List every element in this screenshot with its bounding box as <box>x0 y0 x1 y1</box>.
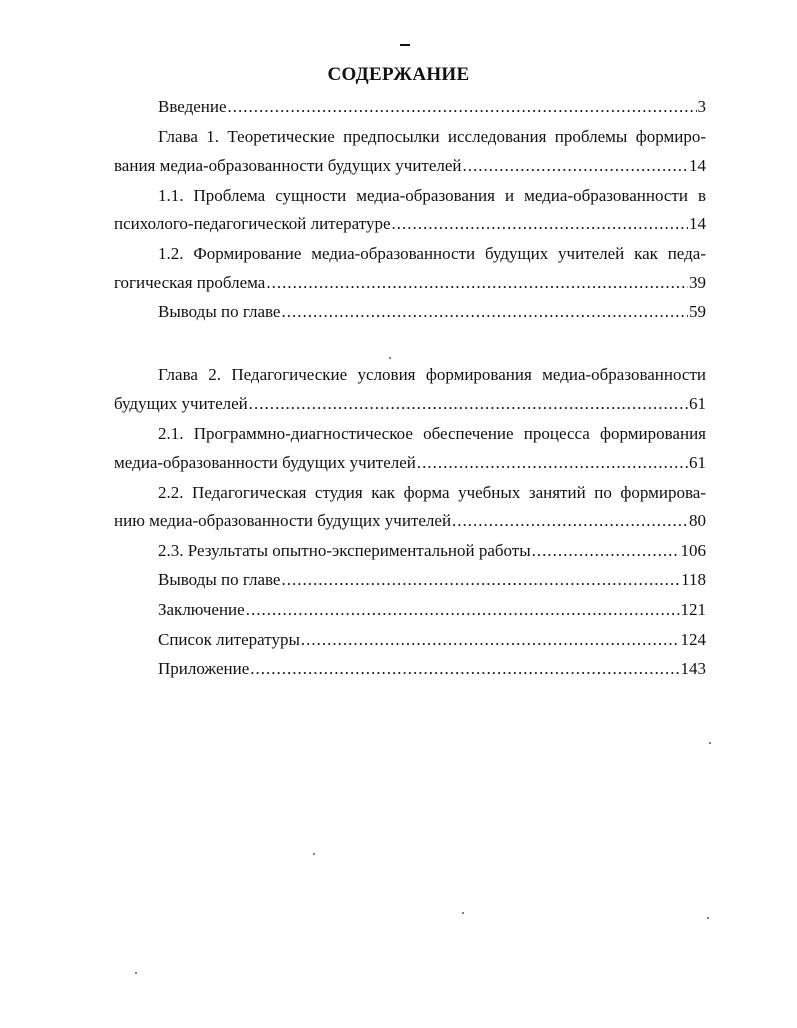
toc-leader-dots <box>463 153 688 179</box>
toc-leader-dots <box>532 538 680 564</box>
toc-entry-label: медиа-образованности будущих учителей <box>114 453 416 472</box>
toc-entry-page: 61 <box>689 453 706 472</box>
toc-entry-label: Приложение <box>158 659 250 678</box>
toc-entry-section-1-1[interactable]: 1.1. Проблема сущности медиа-образования и медиа-образованности в <box>158 186 706 205</box>
toc-entry-label: 2.3. Результаты опытно-экспериментальной работы <box>158 541 531 560</box>
scan-speck <box>313 853 315 855</box>
toc-leader-dots <box>281 567 680 593</box>
toc-entry-page: 14 <box>689 156 706 175</box>
toc-entry-page: 39 <box>689 273 706 292</box>
toc-entry-page: 143 <box>680 659 706 678</box>
toc-entry-chapter-2-conclusions[interactable] <box>158 567 706 593</box>
toc-entry-page: 59 <box>689 302 706 321</box>
toc-leader-dots <box>228 94 697 120</box>
toc-entry-label: нию медиа-образованности будущих учителей <box>114 511 452 530</box>
toc-entry-page: 3 <box>697 97 706 116</box>
scan-speck <box>707 917 709 919</box>
toc-leader-dots <box>246 597 680 623</box>
toc-entry-page: 14 <box>689 214 706 233</box>
toc-leader-dots <box>281 299 688 325</box>
scan-speck <box>389 357 391 359</box>
scan-speck <box>462 912 464 914</box>
toc-entry-section-2-2[interactable]: 2.2. Педагогическая студия как форма учебных занятий по формирова- <box>158 483 706 502</box>
toc-entry-page: 118 <box>681 570 706 589</box>
toc-entry-chapter-1-conclusions[interactable] <box>158 299 706 325</box>
toc-entry-page: 61 <box>689 394 706 413</box>
toc-entry-chapter-2-cont[interactable] <box>114 391 706 417</box>
toc-entry-intro[interactable] <box>158 94 706 120</box>
toc-entry-conclusion[interactable] <box>158 597 706 623</box>
toc-entry-chapter-1-cont[interactable] <box>114 153 706 179</box>
toc-entry-page: 106 <box>680 541 706 560</box>
toc-entry-label: вания медиа-образованности будущих учителей <box>114 156 462 175</box>
toc-entry-page: 124 <box>680 630 706 649</box>
toc-leader-dots <box>301 627 680 653</box>
toc-entry-chapter-1[interactable]: Глава 1. Теоретические предпосылки исследования проблемы формиро- <box>158 127 706 146</box>
toc-entry-label: Выводы по главе <box>158 570 281 589</box>
toc-entry-references[interactable] <box>158 627 706 653</box>
toc-entry-section-1-2[interactable]: 1.2. Формирование медиа-образованности будущих учителей как педа- <box>158 244 706 263</box>
toc-leader-dots <box>392 211 688 237</box>
toc-entry-label: Заключение <box>158 600 245 619</box>
toc-entry-section-1-2-cont[interactable] <box>114 270 706 296</box>
toc-entry-label: психолого-педагогической литературе <box>114 214 391 233</box>
toc-entry-label: Список литературы <box>158 630 300 649</box>
toc-entry-section-1-1-cont[interactable] <box>114 211 706 237</box>
toc-leader-dots <box>452 508 688 534</box>
toc-leader-dots <box>417 450 688 476</box>
toc-entry-page: 121 <box>680 600 706 619</box>
toc-entry-section-2-1-cont[interactable] <box>114 450 706 476</box>
toc-entry-label: Введение <box>158 97 227 116</box>
toc-entry-section-2-3[interactable] <box>158 538 706 564</box>
scan-speck <box>135 972 137 974</box>
scan-speck <box>709 742 711 744</box>
toc-entry-chapter-2[interactable]: Глава 2. Педагогические условия формирования медиа-образованности <box>158 365 706 384</box>
toc-leader-dots <box>266 270 688 296</box>
toc-entry-appendix[interactable] <box>158 656 706 682</box>
toc-entry-page: 80 <box>689 511 706 530</box>
toc-entry-label: Выводы по главе <box>158 302 281 321</box>
page-mark <box>400 44 410 46</box>
page-title: СОДЕРЖАНИЕ <box>327 64 470 85</box>
toc-entry-label: будущих учителей <box>114 394 248 413</box>
toc-entry-section-2-2-cont[interactable] <box>114 508 706 534</box>
toc-leader-dots <box>250 656 679 682</box>
toc-leader-dots <box>249 391 688 417</box>
toc-entry-label: гогическая проблема <box>114 273 266 292</box>
toc-entry-section-2-1[interactable]: 2.1. Программно-диагностическое обеспечение процесса формирования <box>158 424 706 443</box>
